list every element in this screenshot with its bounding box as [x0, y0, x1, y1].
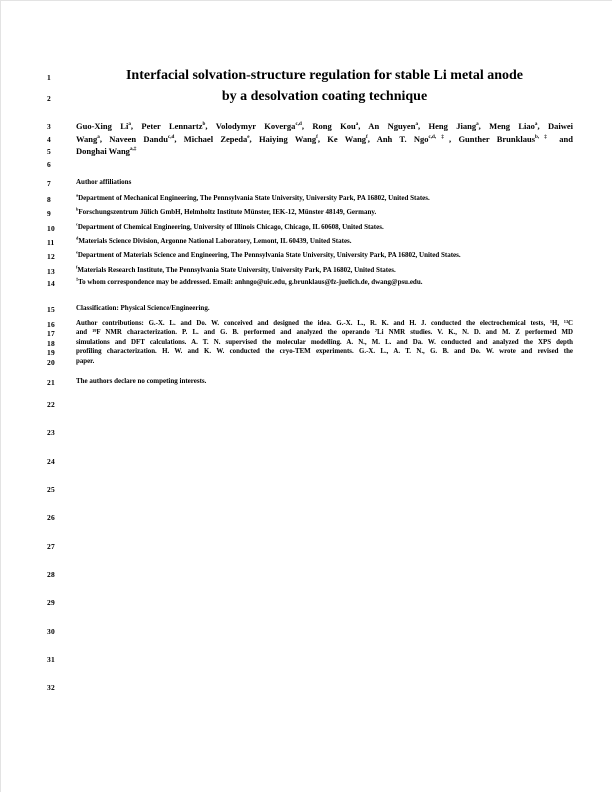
superscript-mark: b	[202, 121, 206, 128]
text-segment: Materials Research Institute, The Pennsylvania State University, University Park, PA 16802, United States.	[77, 265, 396, 274]
correspondence-line	[76, 276, 573, 287]
line-number: 6	[47, 159, 51, 169]
line-number: 2	[47, 94, 51, 103]
affiliation-line-c	[76, 221, 573, 232]
affiliations-heading: Author affiliations	[76, 178, 132, 186]
contributions-line-1: Author contributions: G.-X. L. and Do. W. conceived and designed the idea. G.-X. L., R. K. and H. J. conducted the electrochemical tests, ¹H, ¹³C	[76, 319, 573, 327]
text-segment: , Volodymyr Koverga	[205, 121, 296, 131]
affiliation-line-a	[76, 192, 573, 203]
superscript-mark: c,d	[295, 121, 302, 128]
contributions-line-4: profiling characterization. H. W. and K. W. conducted the cryo-TEM experiments. G.-X. L., A. T. N., G. B. and Do. W. wrote and revised the	[76, 348, 573, 355]
superscript-mark: a	[76, 192, 79, 198]
superscript-mark: ‡	[76, 276, 79, 282]
superscript-mark: d	[76, 235, 79, 241]
line-number: 24	[47, 456, 55, 466]
line-number: 4	[47, 134, 51, 144]
line-number: 1	[47, 73, 51, 82]
superscript-mark: e	[76, 249, 78, 255]
line-number: 5	[47, 147, 51, 156]
line-number: 12	[47, 252, 55, 261]
superscript-mark: a	[534, 121, 538, 128]
text-segment: , Daiwei	[537, 121, 573, 131]
contributions-line-3: simulations and DFT calculations. A. T. N. supervised the molecular modelling. A. N., M. L. and Da. W. conducted and analyzed the XPS depth	[76, 338, 573, 346]
text-segment: Donghai Wang	[76, 146, 130, 156]
superscript-mark: a	[355, 121, 359, 128]
superscript-mark: c,d	[168, 133, 175, 140]
superscript-mark: f	[316, 133, 318, 140]
line-number: 21	[47, 378, 55, 387]
line-number: 26	[47, 513, 55, 522]
text-segment: Materials Science Division, Argonne National Laboratory, Lemont, IL 60439, United States.	[78, 237, 352, 245]
text-segment: , Ke Wang	[317, 133, 367, 144]
contributions-line-2: and ¹⁹F NMR characterization. P. L. and G. B. performed and analyzed the operando ⁷Li NMR studies. V. K., N. D. and M. Z performed MD	[76, 329, 573, 336]
text-segment: , Anh T. Ngo	[367, 133, 429, 144]
line-number: 27	[47, 541, 55, 551]
line-number: 7	[47, 179, 51, 188]
line-number: 31	[47, 655, 55, 664]
authors-line-3	[76, 147, 573, 156]
superscript-mark: a	[476, 121, 479, 128]
authors-line-2	[76, 135, 573, 144]
line-number: 3	[47, 122, 51, 131]
text-segment: , Haiying Wang	[249, 133, 317, 144]
superscript-mark: a,‡	[129, 146, 137, 153]
line-number: 18	[47, 338, 55, 348]
text-segment: Department of Materials Science and Engineering, The Pennsylvania State University, University Park, PA 16802, United States.	[77, 251, 461, 259]
line-number: 20	[47, 357, 55, 367]
classification-line: Classification: Physical Science/Engineering.	[76, 304, 210, 312]
line-number: 30	[47, 626, 55, 636]
line-number: 13	[47, 266, 55, 276]
line-number: 22	[47, 400, 55, 409]
line-number: 16	[47, 319, 55, 329]
text-segment: , Naveen Dandu	[99, 133, 168, 144]
line-number: 15	[47, 305, 55, 314]
line-number: 14	[47, 279, 55, 288]
text-segment: , An Nguyen	[358, 121, 416, 131]
line-number: 9	[47, 209, 51, 218]
text-segment: , Rong Kou	[301, 121, 356, 131]
line-number: 10	[47, 223, 55, 233]
superscript-mark: c	[76, 221, 78, 227]
text-segment: , Michael Zepeda	[174, 133, 248, 144]
competing-interests-line: The authors declare no competing interests.	[76, 377, 207, 385]
contributions-line-5: paper.	[76, 357, 95, 365]
line-number: 25	[47, 485, 55, 494]
line-number: 32	[47, 683, 55, 692]
superscript-mark: a	[97, 133, 100, 140]
text-segment: , Meng Liao	[478, 121, 535, 131]
superscript-mark: b,‡	[535, 133, 552, 140]
line-number: 29	[47, 598, 55, 607]
line-number: 8	[47, 194, 51, 204]
text-segment: Department of Chemical Engineering, University of Illinois Chicago, Chicago, IL 60608, United States.	[77, 222, 384, 231]
affiliation-line-e	[76, 249, 573, 260]
text-segment: Guo-Xing Li	[76, 121, 129, 131]
paper-title-line-1: Interfacial solvation-structure regulation for stable Li metal anode	[125, 68, 524, 83]
superscript-mark: a	[128, 121, 131, 128]
line-number: 17	[47, 329, 55, 338]
superscript-mark: f	[366, 133, 368, 140]
text-segment: , Gunther Brunklaus	[449, 133, 536, 144]
text-segment: Forschungszentrum Jülich GmbH, Helmholtz Institute Münster, IEK-12, Münster 48149, Germany.	[78, 208, 377, 216]
line-number: 23	[47, 428, 55, 437]
superscript-mark: b	[76, 206, 79, 212]
authors-line-1	[76, 122, 573, 131]
line-number: 11	[47, 238, 55, 247]
text-segment: To whom correspondence may be addressed. Email: anhngo@uic.edu, g.brunklaus@fz-juelich.de, dwang@psu.edu.	[78, 278, 423, 286]
affiliation-line-b	[76, 206, 573, 217]
paper-title-line-2: by a desolvation coating technique	[221, 89, 428, 104]
superscript-mark: c,d,‡	[428, 133, 450, 140]
text-segment: and	[552, 133, 573, 144]
line-number: 28	[47, 570, 55, 579]
superscript-mark: f	[76, 264, 78, 270]
text-segment: , Peter Lennartz	[130, 121, 203, 131]
line-number: 19	[47, 348, 55, 357]
text-segment: Department of Mechanical Engineering, The Pennsylvania State University, University Park, PA 16802, United States.	[78, 193, 430, 202]
affiliation-line-d	[76, 235, 573, 246]
superscript-mark: e	[247, 133, 250, 140]
text-segment: , Heng Jiang	[417, 121, 477, 131]
superscript-mark: a	[415, 121, 418, 128]
text-segment: Wang	[76, 133, 98, 144]
affiliation-line-f	[76, 264, 573, 275]
